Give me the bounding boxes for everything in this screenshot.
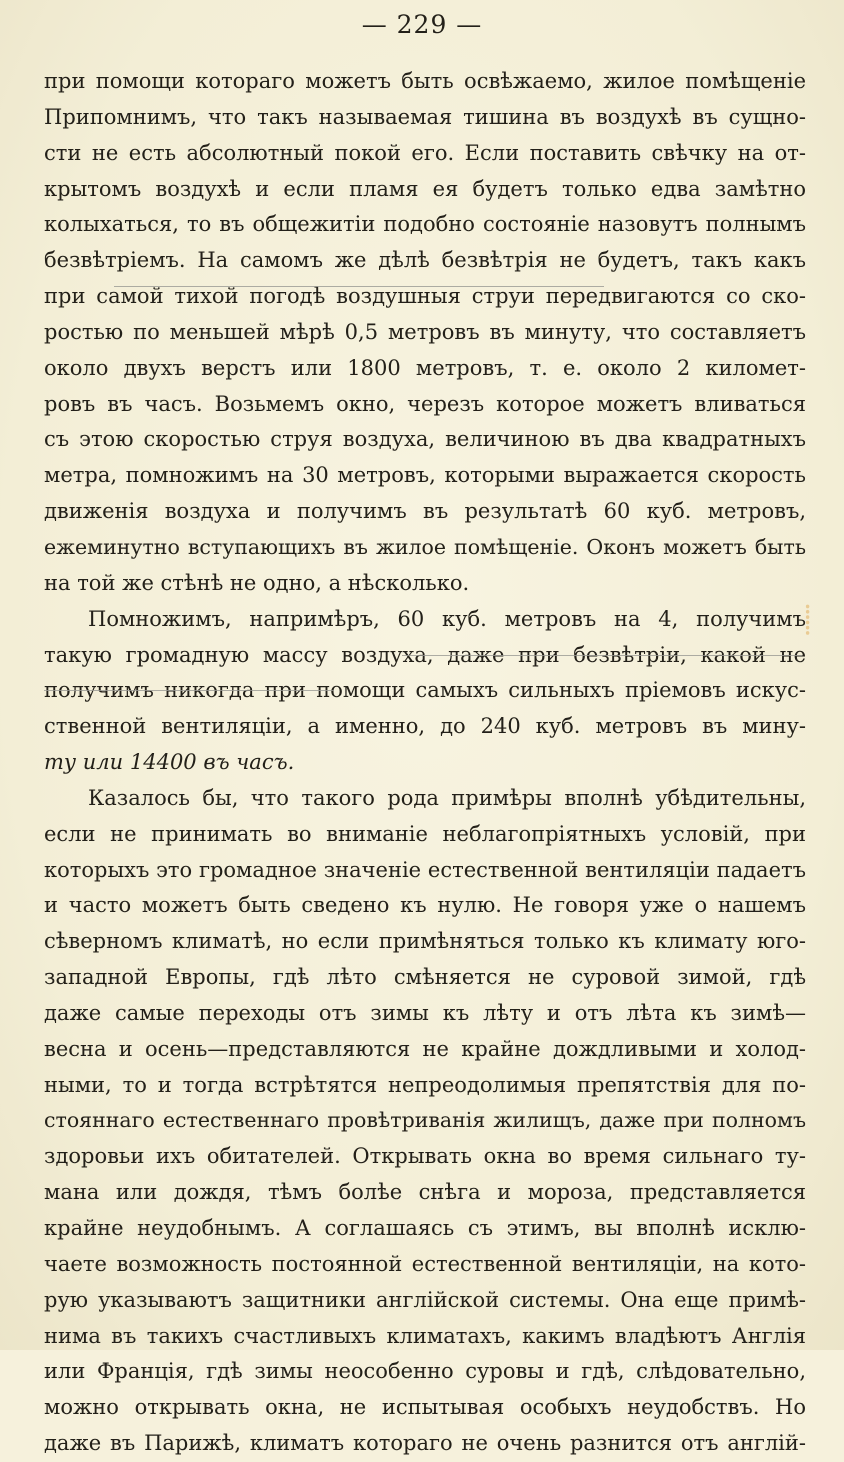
- text-line: даже самые переходы отъ зимы къ лѣту и отъ лѣта къ зимѣ—: [44, 1000, 806, 1025]
- text-line: получимъ никогда при помощи самыхъ сильныхъ пріемовъ искус-: [44, 678, 806, 703]
- page-number: — 229 —: [361, 10, 483, 39]
- text-line: стояннаго естественнаго провѣтриванія жилищъ, даже при полномъ: [44, 1108, 806, 1133]
- text-line: метра, помножимъ на 30 метровъ, которыми выражается скорость: [44, 463, 806, 488]
- text-line: здоровьи ихъ обитателей. Открывать окна во время сильнаго ту-: [44, 1144, 806, 1169]
- text-line: съ этою скоростью струя воздуха, величиною въ два квадратныхъ: [44, 427, 806, 452]
- text-line: весна и осень—представляются не крайне дождливыми и холод-: [44, 1036, 806, 1061]
- text-line: сти не есть абсолютный покой его. Если поставить свѣчку на от-: [44, 140, 806, 165]
- text-line: на той же стѣнѣ не одно, а нѣсколько.: [44, 570, 470, 595]
- pencil-underline: [114, 286, 604, 287]
- text-line: и часто можетъ быть сведено къ нулю. Не говоря уже о нашемъ: [44, 893, 806, 918]
- text-line: ежеминутно вступающихъ въ жилое помѣщеніе. Оконъ можетъ быть: [44, 534, 806, 559]
- text-line: движенія воздуха и получимъ въ результатѣ 60 куб. метровъ,: [44, 499, 806, 524]
- text-line: такую громадную массу воздуха, даже при безвѣтріи, какой не: [44, 642, 806, 667]
- text-line: ственной вентиляціи, а именно, до 240 куб. метровъ въ мину-: [44, 714, 806, 739]
- margin-mark-icon: ⸽: [804, 603, 812, 636]
- body-text: [44, 64, 806, 1462]
- text-line: около двухъ верстъ или 1800 метровъ, т. е. около 2 километ-: [44, 355, 806, 380]
- text-line: сѣверномъ климатѣ, но если примѣняться только къ климату юго-: [44, 929, 806, 954]
- text-line: ростью по меньшей мѣрѣ 0,5 метровъ въ минуту, что составляетъ: [44, 319, 806, 344]
- text-line: нима въ такихъ счастливыхъ климатахъ, какимъ владѣютъ Англія: [44, 1323, 806, 1348]
- text-line: Припомнимъ, что такъ называемая тишина въ воздухѣ въ сущно-: [44, 104, 806, 129]
- text-line: ту или 14400 въ часъ.: [44, 750, 295, 775]
- text-line: при самой тихой погодѣ воздушныя струи передвигаются со ско-: [44, 284, 806, 309]
- text-line: Казалось бы, что такого рода примѣры вполнѣ убѣдительны,: [88, 785, 806, 810]
- text-line: ровъ въ часъ. Возьмемъ окно, черезъ которое можетъ вливаться: [44, 391, 806, 416]
- text-line: или Франція, гдѣ зимы неособенно суровы и гдѣ, слѣдовательно,: [44, 1359, 806, 1384]
- text-line: можно открывать окна, не испытывая особыхъ неудобствъ. Но: [44, 1395, 806, 1420]
- text-line: при помощи котораго можетъ быть освѣжаемо, жилое помѣщеніе: [44, 69, 806, 93]
- pencil-underline: [44, 690, 334, 691]
- pencil-underline: [402, 655, 802, 656]
- text-line: даже въ Парижѣ, климатъ котораго не очень разнится отъ англій-: [44, 1431, 806, 1456]
- text-line: колыхаться, то въ общежитіи подобно состояніе назовутъ полнымъ: [44, 212, 806, 237]
- text-line: если не принимать во вниманіе неблагопріятныхъ условій, при: [44, 821, 806, 846]
- text-line: западной Европы, гдѣ лѣто смѣняется не суровой зимой, гдѣ: [44, 965, 806, 990]
- text-line: рую указываютъ защитники англійской системы. Она еще примѣ-: [44, 1287, 806, 1312]
- text-line: которыхъ это громадное значеніе естественной вентиляціи падаетъ: [44, 857, 806, 882]
- text-line: крайне неудобнымъ. А соглашаясь съ этимъ, вы вполнѣ исклю-: [44, 1216, 806, 1240]
- text-line: крытомъ воздухѣ и если пламя ея будетъ только едва замѣтно: [44, 176, 806, 201]
- text-line: безвѣтріемъ. На самомъ же дѣлѣ безвѣтрія не будетъ, такъ какъ: [44, 248, 806, 273]
- text-line: чаете возможность постоянной естественной вентиляціи, на кото-: [44, 1251, 806, 1276]
- text-line: мана или дождя, тѣмъ болѣе снѣга и мороза, представляется: [44, 1180, 806, 1205]
- text-line: Помножимъ, напримѣръ, 60 куб. метровъ на 4, получимъ: [88, 606, 806, 631]
- text-line: ными, то и тогда встрѣтятся непреодолимыя препятствія для по-: [44, 1072, 806, 1097]
